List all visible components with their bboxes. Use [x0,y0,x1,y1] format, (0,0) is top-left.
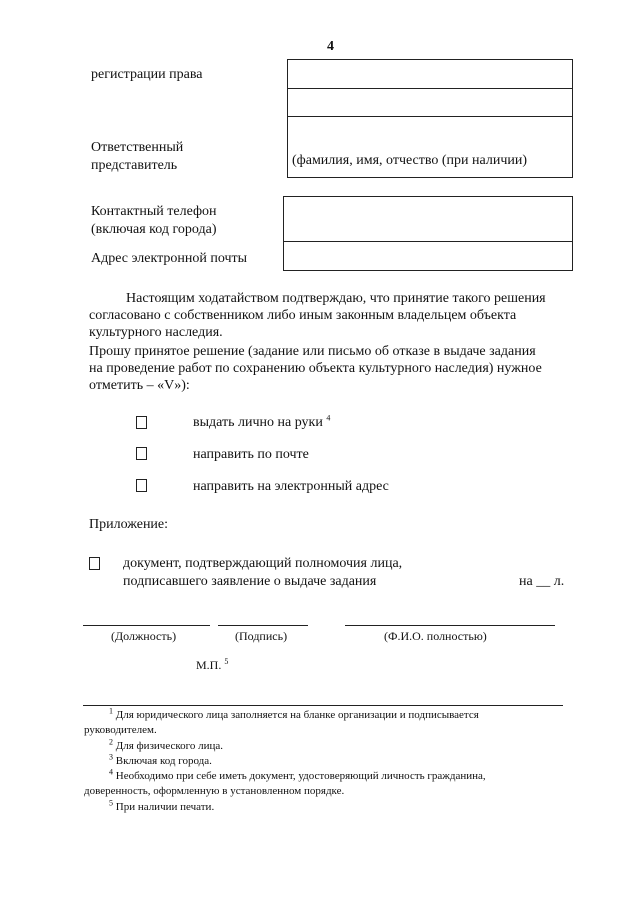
registration-field-1[interactable] [287,59,573,89]
option-by-email-label: направить на электронный адрес [193,479,389,494]
email-field[interactable] [283,241,573,271]
signature-line[interactable] [218,625,308,626]
confirmation-line1: Настоящим ходатайством подтверждаю, что принятие такого решения [126,291,546,306]
option-in-person-checkbox[interactable] [136,416,147,429]
registration-label: регистрации права [91,67,203,82]
option-by-email-checkbox[interactable] [136,479,147,492]
registration-field-2[interactable] [287,88,573,117]
attachment-checkbox[interactable] [89,557,100,570]
attachment-pages: на __ л. [519,574,565,589]
footnote-4: $^4$ Необходимо при себе иметь документ, удостоверяющий личность гражданина, доверенность, оформленную в установленном порядке. [84,767,486,797]
attachment-item-line2: подписавшего заявление о выдаче задания [123,574,377,589]
request-line2: на проведение работ по сохранению объекта культурного наследия) нужное [89,361,542,376]
email-label: Адрес электронной почты [91,251,248,266]
attachment-pages-blank[interactable]: __ [536,574,551,589]
responsible-label-line1: Ответственный [91,140,184,155]
position-line[interactable] [83,625,210,626]
page-number: 4 [327,39,334,54]
footnote-2: $^2$ Для физического лица. [109,737,224,752]
footnote-1: $^1$ Для юридического лица заполняется на бланке организации и подписывается руководителем. [84,706,479,736]
option-in-person-label: выдать лично на руки $^4$ [193,413,331,430]
stamp-label: М.П. $^5$ [196,657,229,672]
position-caption: (Должность) [111,629,177,643]
responsible-label-line2: представитель [91,158,178,173]
request-line1: Прошу принятое решение (задание или письмо об отказе в выдаче задания [89,344,536,359]
signature-caption: (Подпись) [235,629,288,643]
phone-label-line1: Контактный телефон [91,204,217,219]
attachment-item-line1: документ, подтверждающий полномочия лица, [123,556,403,571]
footnote-5: $^5$ При наличии печати. [109,798,215,813]
option-by-mail-label: направить по почте [193,447,309,462]
request-line3: отметить – «V»): [89,378,190,393]
confirmation-line2: согласовано с собственником либо иным законным владельцем объекта [89,308,517,323]
option-by-mail-checkbox[interactable] [136,447,147,460]
responsible-hint: (фамилия, имя, отчество (при наличии) [292,153,528,168]
fullname-line[interactable] [345,625,555,626]
phone-field[interactable] [283,196,573,242]
confirmation-line3: культурного наследия. [89,325,223,340]
attachment-title: Приложение: [89,517,169,532]
footnote-separator [83,705,563,706]
phone-label-line2: (включая код города) [91,222,217,237]
fullname-caption: (Ф.И.О. полностью) [384,629,487,643]
footnote-3: $^3$ Включая код города. [109,752,212,767]
